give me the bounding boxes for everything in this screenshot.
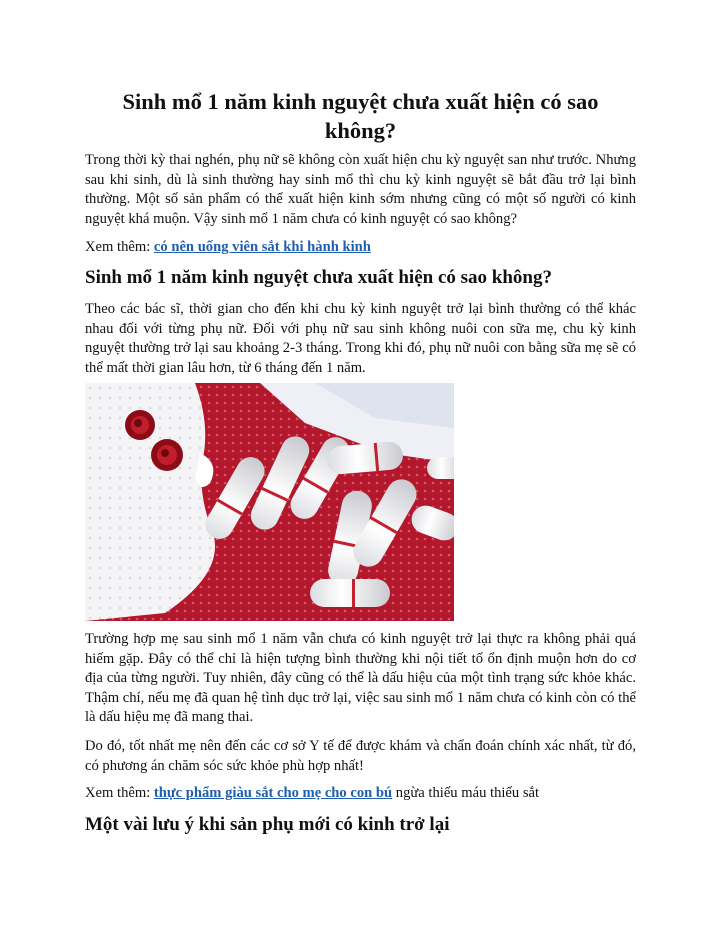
see-also-2-prefix: Xem thêm: — [85, 785, 154, 801]
see-also-1-link[interactable]: có nên uống viên sắt khi hành kinh — [153, 239, 371, 255]
rose-icon — [151, 439, 183, 471]
article-photo — [85, 383, 454, 621]
see-also-2-suffix: ngừa thiếu máu thiếu sắt — [392, 785, 540, 801]
article-title: Sinh mổ 1 năm kinh nguyệt chưa xuất hiện có sao không? — [122, 89, 599, 143]
see-also-1 — [85, 238, 636, 258]
intro-paragraph: Trong thời kỳ thai nghén, phụ nữ sẽ không còn xuất hiện chu kỳ nguyệt san như trước. Nhưng sau khi sinh, dù là sinh thường hay sinh mổ thì chu kỳ kinh nguyệt sẽ bắt đầu trở lại bình thường. Một số sản phẩm có thể xuất hiện kinh sớm nhưng cũng có một số người có kinh nguyệt khá muộn. Vậy sinh mổ 1 năm chưa có kinh nguyệt có sao không? — [85, 152, 636, 227]
see-also-1-prefix: Xem thêm: — [85, 239, 154, 255]
rose-icon — [125, 410, 155, 440]
section-1-paragraph-3: Do đó, tốt nhất mẹ nên đến các cơ sở Y tế để được khám và chẩn đoán chính xác nhất, từ đó, có phương án chăm sóc sức khỏe phù hợp nhất! — [85, 738, 636, 774]
see-also-2-link[interactable]: thực phẩm giàu sắt cho mẹ cho con bú — [153, 785, 393, 801]
section-1-paragraph-1: Theo các bác sĩ, thời gian cho đến khi chu kỳ kinh nguyệt trở lại bình thường có thể khác nhau đối với từng phụ nữ. Đối với phụ nữ sau sinh không nuôi con sữa mẹ, chu kỳ kinh nguyệt thường trở lại sau khoảng 2-3 tháng. Trong khi đó, phụ nữ nuôi con bằng sữa mẹ sẽ có thể mất thời gian lâu hơn, từ 6 tháng đến 1 năm. — [85, 301, 636, 376]
section-heading-2: Một vài lưu ý khi sản phụ mới có kinh trở lại — [85, 814, 450, 835]
section-heading-1: Sinh mổ 1 năm kinh nguyệt chưa xuất hiện có sao không? — [85, 267, 552, 288]
section-1-paragraph-2: Trường hợp mẹ sau sinh mổ 1 năm vẫn chưa có kinh nguyệt trở lại thực ra không phải quá hiếm gặp. Đây có thể chỉ là hiện tượng bình thường khi nội tiết tố ổn định muộn hơn do cơ địa của từng người. Tuy nhiên, đây cũng có thể là dấu hiệu của một tình trạng sức khỏe khác. Thậm chí, nếu mẹ đã quan hệ tình dục trở lại, việc sau sinh mổ 1 năm chưa có kinh còn có thể là dấu hiệu mẹ đã mang thai. — [85, 631, 636, 725]
see-also-2 — [85, 784, 636, 804]
